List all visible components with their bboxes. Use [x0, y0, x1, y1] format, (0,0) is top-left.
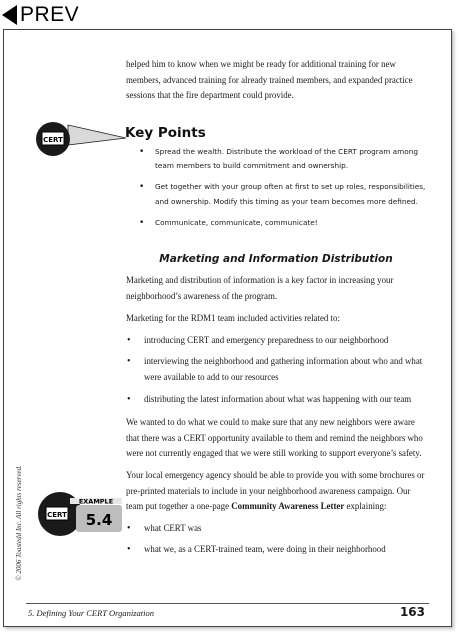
key-points-title: Key Points	[125, 125, 206, 141]
section-para-2: Marketing for the RDM1 team included activities related to:	[126, 313, 340, 324]
section-para-4	[126, 468, 426, 515]
example-badge-text: CERT	[47, 511, 67, 519]
key-points-callout	[32, 118, 128, 160]
intro-paragraph: helped him to know when we might be ready for additional training for new members, advanced training for already trained members, and expanded practice sessions that the fire department could provide.	[126, 59, 413, 101]
prev-label: PREV	[20, 3, 80, 26]
list-item: • Get together with your group often at first to set up roles, responsibilities, and ownership. Modify this timing as your team becomes more defined.	[137, 180, 427, 208]
example-badge	[36, 488, 126, 540]
para-4-end: explaining:	[344, 501, 387, 512]
example-number: 5.4	[85, 511, 113, 529]
section-heading-wrap	[126, 253, 426, 265]
book-page	[3, 29, 452, 627]
list-item: • distributing the latest information about what was happening with our team	[126, 392, 426, 408]
para-4-start: Your local emergency agency should be able to provide you with some brochures or pre-printed materials to include in your neighborhood awareness campaign. Our team put together a one-page	[126, 469, 425, 512]
key-points-badge-text: CERT	[43, 136, 63, 144]
copyright-sidebar	[13, 418, 25, 628]
list-item: • what we, as a CERT-trained team, were doing in their neighborhood	[126, 542, 426, 558]
example-label: EXAMPLE	[78, 497, 114, 506]
left-arrow-icon	[2, 5, 17, 25]
section-para-1: Marketing and distribution of information is a key factor in increasing your neighborhood’s awareness of the program.	[126, 275, 394, 301]
section-para-3: We wanted to do what we could to make sure that any new neighbors were aware that there was a CERT opportunity available to them and remind the neighbors who were not currently engaged that we were still working to support everyone’s safety.	[126, 417, 423, 459]
list-item: • interviewing the neighborhood and gathering information about who and what were available to add to our resources	[126, 354, 426, 385]
footer-chapter: 5. Defining Your CERT Organization	[28, 608, 155, 618]
section-body	[126, 273, 426, 564]
community-awareness-letter: Community Awareness Letter	[231, 501, 345, 512]
list-item: • Spread the wealth. Distribute the workload of the CERT program among team members to build commitment and ownership.	[137, 145, 427, 173]
list-item: • introducing CERT and emergency preparedness to our neighborhood	[126, 333, 426, 349]
page-number: 163	[399, 605, 425, 619]
prev-button[interactable]	[2, 2, 79, 28]
marketing-activities-list	[126, 333, 426, 407]
footer-rule	[26, 603, 429, 604]
copyright-text: © 2006 Toastedd Inc. All rights reserved.	[15, 465, 23, 581]
list-item: • Communicate, communicate, communicate!	[137, 216, 427, 230]
letter-contents-list	[126, 521, 426, 558]
list-item: • what CERT was	[126, 521, 426, 537]
key-points-list	[137, 145, 427, 237]
section-heading: Marketing and Information Distribution	[159, 253, 393, 265]
